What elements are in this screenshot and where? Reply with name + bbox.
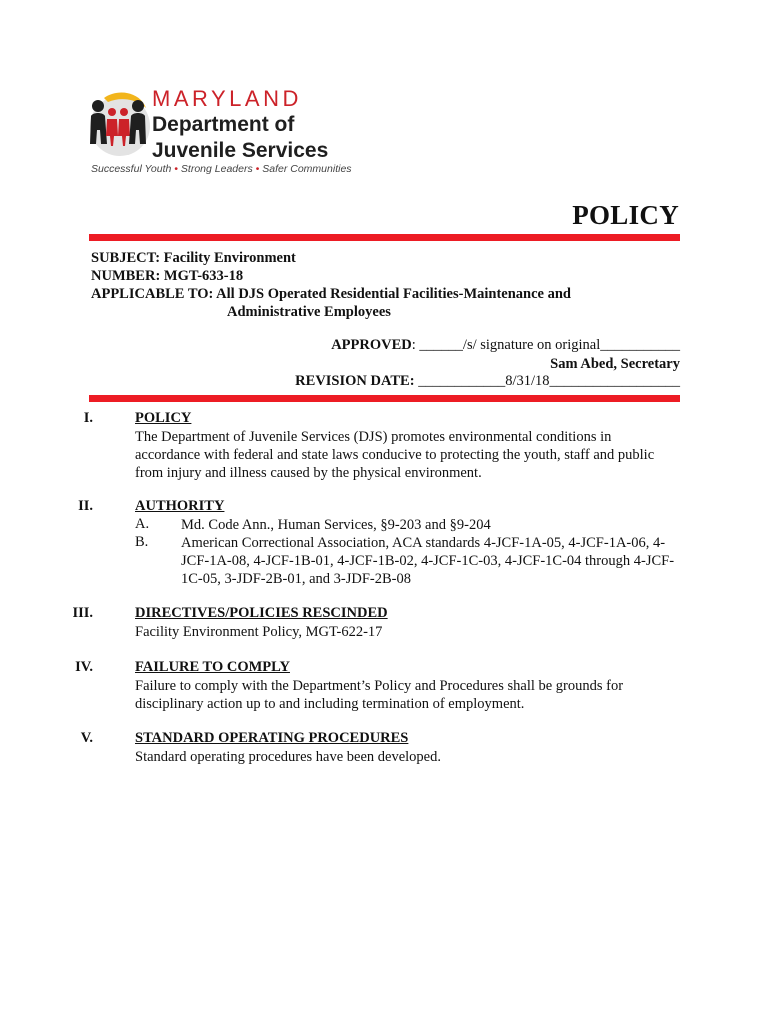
applicable-line-continued: Administrative Employees	[227, 304, 391, 320]
djs-logo-mark	[84, 86, 150, 162]
red-divider-bottom	[89, 395, 680, 402]
logo-dept-line2: Juvenile Services	[152, 139, 329, 162]
approved-label: APPROVED	[331, 337, 412, 353]
section-number: IV.	[75, 659, 93, 675]
section-body-sop: Standard operating procedures have been developed.	[135, 749, 441, 765]
logo-tagline	[91, 163, 352, 175]
section-number: I.	[83, 410, 93, 426]
tagline-part: Strong Leaders	[180, 163, 253, 175]
item-letter: A.	[135, 516, 150, 532]
number-line: NUMBER: MGT-633-18	[91, 268, 244, 284]
secretary-name: Sam Abed, Secretary	[550, 356, 680, 372]
section-title-policy: POLICY	[135, 410, 192, 426]
section-number: II.	[78, 498, 93, 514]
section-title-rescinded: DIRECTIVES/POLICIES RESCINDED	[135, 605, 388, 621]
section-title-sop: STANDARD OPERATING PROCEDURES	[135, 730, 409, 746]
revision-label: REVISION DATE:	[295, 373, 419, 389]
tagline-part: Safer Communities	[262, 163, 352, 175]
red-divider-top	[89, 234, 680, 241]
subject-line: SUBJECT: Facility Environment	[91, 250, 296, 266]
authority-item-a: Md. Code Ann., Human Services, §9-203 and §9-204	[181, 517, 491, 533]
authority-item-b: American Correctional Association, ACA standards 4-JCF-1A-05, 4-JCF-1A-06, 4-JCF-1A-08, 4-JCF-1B-01, 4-JCF-1B-02, 4-JCF-1C-03, 4-JCF-1C-04 through 4-JCF-1C-05, 3-JDF-2B-01, and 3-JDF-2B-08	[181, 535, 675, 587]
applicable-line: APPLICABLE TO: All DJS Operated Residential Facilities-Maintenance and	[91, 286, 571, 302]
section-number: V.	[80, 730, 93, 746]
tagline-part: Successful Youth	[91, 163, 172, 175]
revision-value: ____________8/31/18__________________	[418, 373, 680, 389]
section-number: III.	[72, 605, 93, 621]
item-letter: B.	[135, 534, 149, 550]
revision-date-line	[295, 373, 680, 390]
section-body-failure: Failure to comply with the Department’s Policy and Procedures shall be grounds for disciplinary action up to and including termination of employment.	[135, 678, 624, 712]
section-body-rescinded: Facility Environment Policy, MGT-622-17	[135, 624, 383, 640]
djs-logo-wordmark	[152, 88, 328, 162]
document-title: POLICY	[572, 200, 679, 230]
logo-dept-line1: Department of	[152, 113, 295, 136]
approved-colon: :	[411, 337, 420, 353]
tagline-bullet: •	[255, 163, 260, 175]
tagline-bullet: •	[174, 163, 178, 175]
approved-signature: ______/s/ signature on original___________	[419, 337, 680, 353]
section-title-authority: AUTHORITY	[135, 498, 225, 514]
section-title-failure: FAILURE TO COMPLY	[135, 659, 290, 675]
section-body-policy: The Department of Juvenile Services (DJS) promotes environmental conditions in accordance with federal and state laws conducive to protecting the youth, staff and public from injury and illness caused by the physical environment.	[135, 429, 655, 481]
approved-line	[331, 337, 680, 354]
logo-state-name: MARYLAND	[152, 86, 302, 111]
